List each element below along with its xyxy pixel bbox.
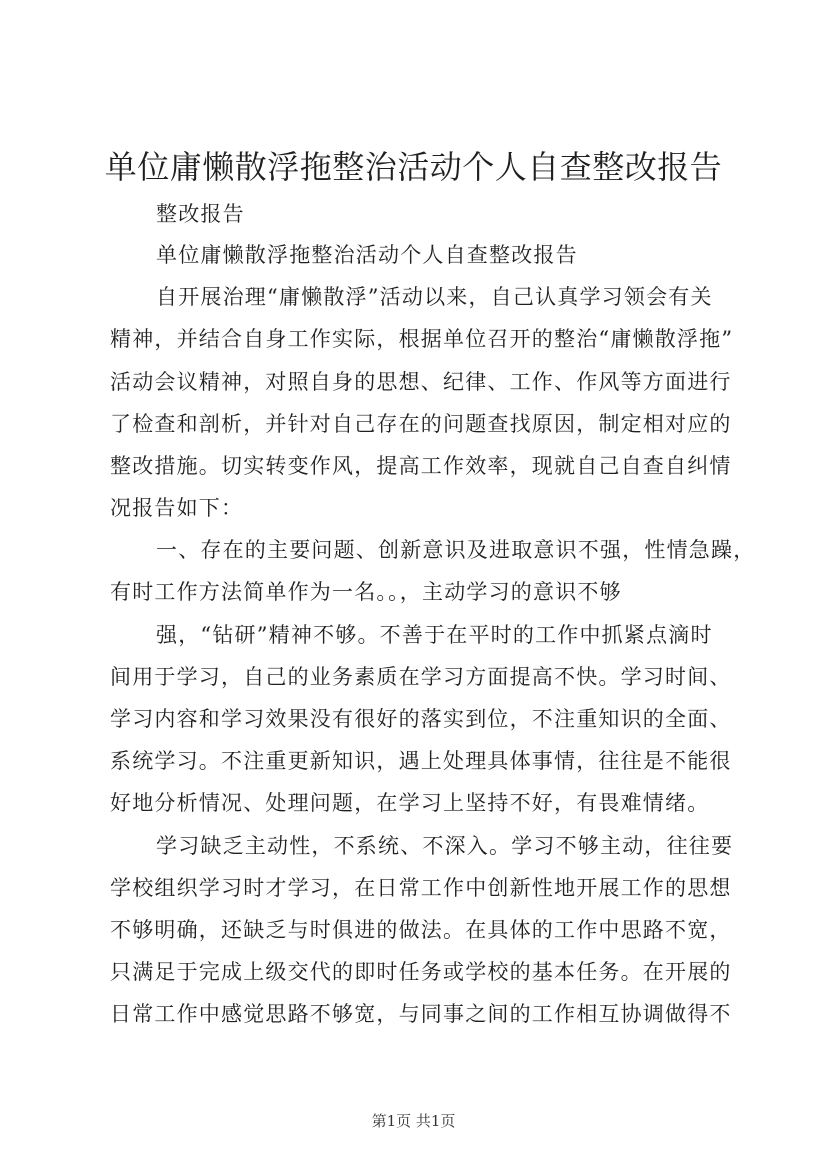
body-line: 学习缺乏主动性，不系统、不深入。学习不够主动，往往要 (156, 834, 734, 858)
body-line: 学习内容和学习效果没有很好的落实到位，不注重知识的全面、 (110, 707, 732, 731)
body-line: 整改措施。切实转变作风，提高工作效率，现就自己自查自纠情 (110, 454, 732, 478)
body-line: 学校组织学习时才学习，在日常工作中创新性地开展工作的思想 (110, 876, 732, 900)
body-line: 精神，并结合自身工作实际，根据单位召开的整治“庸懒散浮拖” (110, 327, 734, 351)
body-line: 了检查和剖析，并针对自己存在的问题查找原因，制定相对应的 (110, 412, 732, 436)
body-line: 有时工作方法简单作为一名。。，主动学习的意识不够 (110, 580, 622, 604)
body-line: 活动会议精神，对照自身的思想、纪律、工作、作风等方面进行 (110, 370, 732, 394)
body-line: 整改报告 (156, 202, 245, 226)
body-line: 只满足于完成上级交代的即时任务或学校的基本任务。在开展的 (110, 960, 732, 984)
body-line: 况报告如下： (110, 496, 244, 520)
page-number-footer: 第1页 共1页 (371, 1112, 456, 1130)
body-line: 自开展治理“庸懒散浮”活动以来，自己认真学习领会有关 (156, 285, 713, 309)
body-line: 系统学习。不注重更新知识，遇上处理具体事情，往往是不能很 (110, 749, 732, 773)
document-title: 单位庸懒散浮拖整治活动个人自查整改报告 (104, 148, 723, 186)
body-line: 一、存在的主要问题、创新意识及进取意识不强，性情急躁， (156, 538, 756, 562)
body-line: 日常工作中感觉思路不够宽，与同事之间的工作相互协调做得不 (110, 1002, 732, 1026)
body-line: 间用于学习，自己的业务素质在学习方面提高不快。学习时间、 (110, 665, 732, 689)
body-line: 强，“钻研”精神不够。不善于在平时的工作中抓紧点滴时 (156, 623, 713, 647)
body-line: 不够明确，还缺乏与时俱进的做法。在具体的工作中思路不宽， (110, 918, 732, 942)
body-line: 好地分析情况、处理问题，在学习上坚持不好，有畏难情绪。 (110, 791, 710, 815)
body-line: 单位庸懒散浮拖整治活动个人自查整改报告 (156, 243, 578, 267)
